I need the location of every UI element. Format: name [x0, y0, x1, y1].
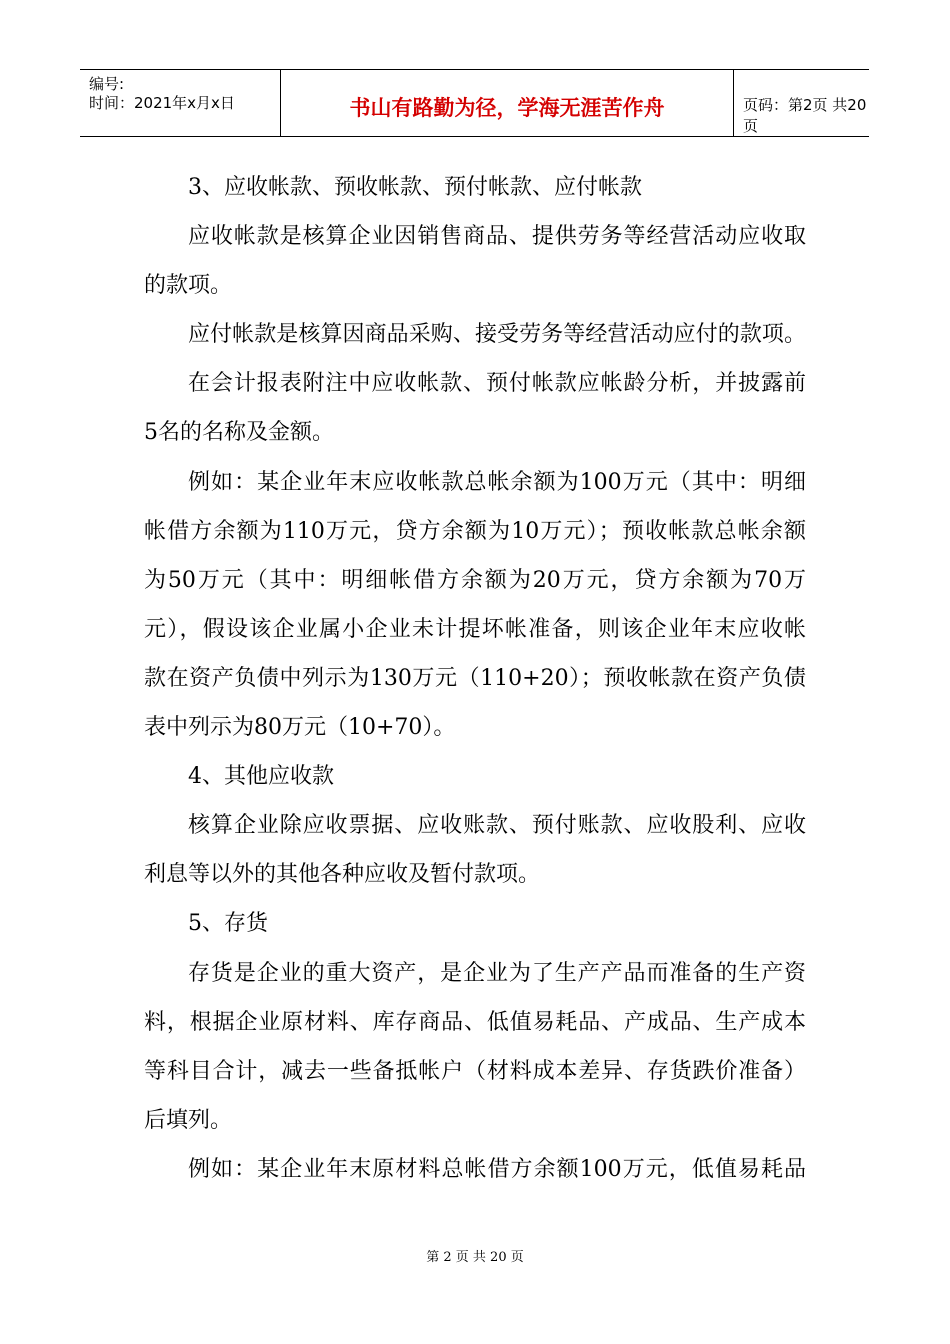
paragraph-line: 的款项。: [144, 273, 233, 299]
document-body: [144, 163, 806, 1194]
paragraph-line: 应付帐款是核算因商品采购、接受劳务等经营活动应付的款项。: [188, 322, 806, 348]
paragraph-line: 款在资产负债中列示为130万元（110+20）；预收帐款在资产负债: [144, 665, 806, 691]
page-header: [80, 69, 869, 137]
paragraph-line: 存货是企业的重大资产，是企业为了生产产品而准备的生产资: [188, 960, 806, 986]
paragraph-line: 料，根据企业原材料、库存商品、低值易耗品、产成品、生产成本: [144, 1009, 806, 1035]
paragraph-line: 利息等以外的其他各种应收及暂付款项。: [144, 862, 541, 888]
section-heading-inventory: 5、存货: [188, 911, 268, 937]
header-meta-cell: [80, 70, 280, 136]
paragraph-line: 帐借方余额为110万元，贷方余额为10万元）；预收帐款总帐余额: [144, 518, 806, 544]
section-heading-receivables: 3、应收帐款、预收帐款、预付帐款、应付帐款: [188, 175, 642, 200]
paragraph-line: 为50万元（其中：明细帐借方余额为20万元，贷方余额为70万: [144, 567, 806, 593]
paragraph-line: 核算企业除应收票据、应收账款、预付账款、应收股利、应收: [188, 813, 806, 839]
paragraph-line: 等科目合计，减去一些备抵帐户（材料成本差异、存货跌价准备）: [144, 1058, 806, 1084]
paragraph-line: 例如：某企业年末应收帐款总帐余额为100万元（其中：明细: [188, 469, 806, 495]
document-number-label: 编号:: [89, 75, 125, 93]
header-page-info: 页码：第2页 共20页: [743, 96, 867, 135]
paragraph-line: 例如：某企业年末原材料总帐借方余额100万元，低值易耗品: [188, 1156, 806, 1182]
paragraph-line: 表中列示为80万元（10+70）。: [144, 715, 456, 741]
document-time-label: 时间：2021年x月x日: [89, 94, 235, 112]
header-page-cell: [733, 70, 869, 136]
paragraph-line: 5名的名称及金额。: [144, 420, 334, 446]
page-footer: 第 2 页 共 20 页: [426, 1250, 524, 1265]
paragraph-line: 在会计报表附注中应收帐款、预付帐款应帐龄分析，并披露前: [188, 371, 806, 397]
paragraph-line: 后填列。: [144, 1107, 233, 1133]
header-motto: 书山有路勤为径，学海无涯苦作舟: [349, 95, 665, 120]
section-heading-other-receivables: 4、其他应收款: [188, 764, 334, 790]
header-motto-cell: [280, 70, 734, 136]
paragraph-line: 应收帐款是核算企业因销售商品、提供劳务等经营活动应收取: [188, 224, 806, 250]
paragraph-line: 元），假设该企业属小企业未计提坏帐准备，则该企业年末应收帐: [144, 616, 806, 642]
